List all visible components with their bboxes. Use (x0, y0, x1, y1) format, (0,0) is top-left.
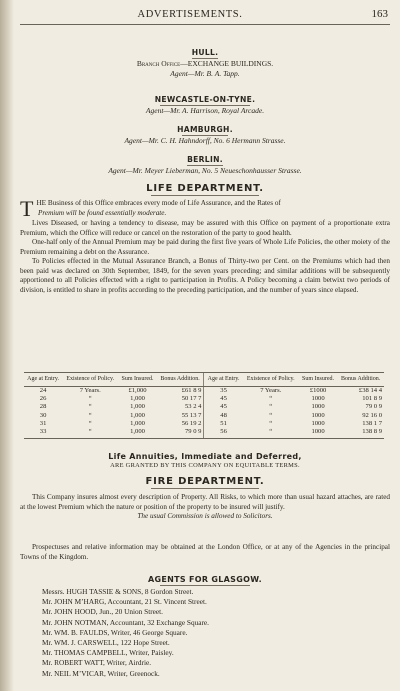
office-agent: Agent—Mr. Meyer Lieberman, No. 5 Neueschonhausser Strasse. (108, 166, 302, 175)
list-item: Mr. JOHN NOTMAN, Accountant, 32 Exchange Square. (42, 617, 209, 627)
table-cell: 1,000 (118, 428, 156, 439)
office-heading: HULL. (191, 48, 219, 57)
life-intro-line1: HE Business of this Office embraces every mode of Life Assurance, and the Rates of (36, 199, 281, 207)
table-cell: 53 2 4 (184, 403, 202, 411)
annuities-block (20, 452, 390, 469)
office-agent: Agent—Mr. C. H. Hahndorff, No. 6 Hermann Strasse. (124, 136, 286, 145)
list-item: Mr. NEIL M’VICAR, Writer, Greenock. (42, 668, 160, 678)
heading-rule (160, 585, 250, 586)
table-cell: “ (88, 395, 92, 403)
table-header-cell: Bonus Addition. (157, 373, 204, 387)
bonus-table (24, 372, 384, 439)
table-cell: 79 0 9 (365, 403, 382, 411)
office-heading: NEWCASTLE-ON-TYNE. (154, 95, 256, 104)
table-body (24, 387, 384, 439)
table-cell: 1,000 (130, 403, 145, 411)
heading-rule (151, 488, 259, 489)
annuities-subheading: ARE GRANTED BY THIS COMPANY ON EQUITABLE TERMS. (110, 462, 300, 469)
table-header-cell: Existence of Policy. (243, 373, 299, 387)
list-item: Mr. WM. B. FAULDS, Writer, 46 George Square. (42, 627, 188, 637)
fire-department (20, 476, 390, 522)
list-item: Mr. JOHN M’HARG, Accountant, 21 St. Vincent Street. (42, 597, 207, 607)
office-heading: BERLIN. (187, 155, 223, 164)
table-cell: 26 (39, 395, 47, 403)
table-cell: 24 (39, 387, 47, 394)
running-head-title: ADVERTISEMENTS. (137, 9, 243, 20)
fire-commission: The usual Commission is allowed to Solicitors. (137, 512, 273, 520)
list-item: Mr. ROBERT WATT, Writer, Airdrie. (42, 658, 152, 668)
agents-heading: AGENTS FOR GLASGOW. (147, 575, 263, 584)
table-cell: 7 Years. (79, 387, 101, 394)
para-lives-diseased: Lives Diseased, or having a tendency to disease, may be assured with this Office on payment of a proportionate extra Premium, which the Office will reduce or cancel on the restoration of the party to good health. (20, 219, 390, 237)
prospectus-paragraph: Prospectuses and relative information may be obtained at the London Office, or at any of the Agencies in the principal Towns of the Kingdom. (20, 543, 390, 561)
table-cell: 55 13 7 (181, 411, 202, 419)
table-cell: 1,000 (130, 411, 145, 419)
table-header-cell: Age at Entry. (24, 373, 62, 387)
office-agent: Agent—Mr. B. A. Tapp. (170, 68, 240, 78)
table-cell: 1000 (311, 419, 325, 427)
table-cell: 92 16 0 (362, 411, 382, 419)
drop-cap: T (20, 196, 34, 221)
table-cell: 33 (24, 428, 62, 439)
table-row (24, 395, 384, 403)
table-cell: 7 Years. (260, 387, 282, 394)
table-cell: 31 (39, 419, 47, 427)
list-item: Messrs. HUGH TASSIE & SONS, 8 Gordon Street. (42, 587, 194, 596)
office-berlin (20, 155, 390, 176)
table-cell: £1000 (309, 387, 327, 394)
table-cell: 1,000 (130, 395, 145, 403)
life-intro (20, 196, 390, 221)
table-cell: “ (269, 411, 273, 419)
para-policies: To Policies effected in the Mutual Assurance Branch, a Bonus of Thirty-two per Cent. on the Premiums which had then been paid was declared on 30th September, 1849, for the seven years preceding; and similar additions will be subsequently apportioned to all Policies effected with a right to participation in Profits. A Policy becoming a claim betwixt two periods of division, is entitled to share in profits according to the preceding participation, and the number of years since elapsed. (20, 257, 390, 294)
table-cell: 56 (204, 428, 243, 439)
table-cell: 138 8 9 (337, 428, 384, 439)
table-cell: 1,000 (130, 419, 145, 427)
fire-paragraph: This Company insures almost every description of Property. All Risks, to which more than usual hazard attaches, are rated at the lowest Premium which the nature or position of the property to be insured will justify. (20, 493, 390, 511)
office-newcastle (20, 95, 390, 116)
table-cell: “ (269, 403, 273, 411)
table-cell: 45 (204, 403, 243, 411)
table-cell: £1,000 (128, 387, 147, 394)
life-intro-line2: Premium will be found essentially moderate. (38, 208, 167, 217)
table-cell: “ (88, 411, 92, 419)
table-cell: 30 (39, 411, 47, 419)
table-cell: 101 8 9 (362, 395, 382, 403)
table-cell: “ (243, 428, 299, 439)
table-header-cell: Sum Insured. (299, 373, 337, 387)
table-cell: 35 (204, 387, 243, 396)
table-cell: “ (269, 395, 273, 403)
table-header-cell: Sum Insured. (118, 373, 156, 387)
table-cell: £38 14 4 (358, 387, 382, 394)
table-row (24, 412, 384, 420)
table-cell: 1000 (299, 428, 337, 439)
table-cell: 1000 (311, 395, 325, 403)
table-cell: 51 (204, 420, 243, 428)
office-hull (20, 48, 390, 78)
table-row (24, 403, 384, 411)
table-header-cell: Age at Entry. (204, 373, 243, 387)
section-heading: FIRE DEPARTMENT. (145, 476, 265, 487)
page-gutter (0, 0, 14, 691)
agents-block (20, 575, 390, 679)
para-one-half: One-half only of the Annual Premium may be paid during the first five years of Whole Life Policies, the other moiety of the Premium remaining a debt on the Assurance. (20, 238, 390, 256)
prospectus-block (20, 543, 390, 562)
table-cell: 1000 (311, 411, 325, 419)
table-cell: 28 (39, 403, 47, 411)
agents-list (20, 587, 390, 679)
table-header-cell: Bonus Addition. (337, 373, 384, 387)
office-heading: HAMBURGH. (177, 125, 233, 134)
running-head (20, 8, 390, 25)
table-cell: 79 0 9 (157, 428, 204, 439)
section-heading: LIFE DEPARTMENT. (146, 183, 264, 194)
table-cell: 56 19 2 (181, 419, 202, 427)
table-row (24, 387, 384, 396)
bonus-table-block (20, 372, 390, 439)
table-cell: 45 (204, 395, 243, 403)
office-agent: Agent—Mr. A. Harrison, Royal Arcade. (145, 106, 265, 115)
page-number: 163 (371, 8, 388, 20)
list-item: Mr. JOHN HOOD, Jun., 20 Union Street. (42, 607, 164, 617)
table-cell: 50 17 7 (181, 395, 202, 403)
table-cell: “ (88, 403, 92, 411)
table-cell: 1000 (311, 403, 325, 411)
table-cell: £61 8 9 (181, 387, 202, 394)
table-row (24, 428, 384, 439)
list-item: Mr. WM. J. CARSWELL, 122 Hope Street. (42, 638, 170, 648)
heading-rule (151, 195, 259, 196)
table-cell: 138 1 7 (362, 419, 382, 427)
table-cell: 48 (204, 412, 243, 420)
table-cell: “ (88, 419, 92, 427)
office-hamburgh (20, 125, 390, 146)
table-header-cell: Existence of Policy. (62, 373, 118, 387)
table-row (24, 420, 384, 428)
table-cell: “ (269, 419, 273, 427)
annuities-heading: Life Annuities, Immediate and Deferred, (108, 452, 302, 461)
table-header-row (24, 373, 384, 387)
office-line: Branch Office—EXCHANGE BUILDINGS. (136, 59, 274, 68)
life-department (20, 183, 390, 295)
table-cell: “ (62, 428, 118, 439)
list-item: Mr. THOMAS CAMPBELL, Writer, Paisley. (42, 648, 174, 658)
